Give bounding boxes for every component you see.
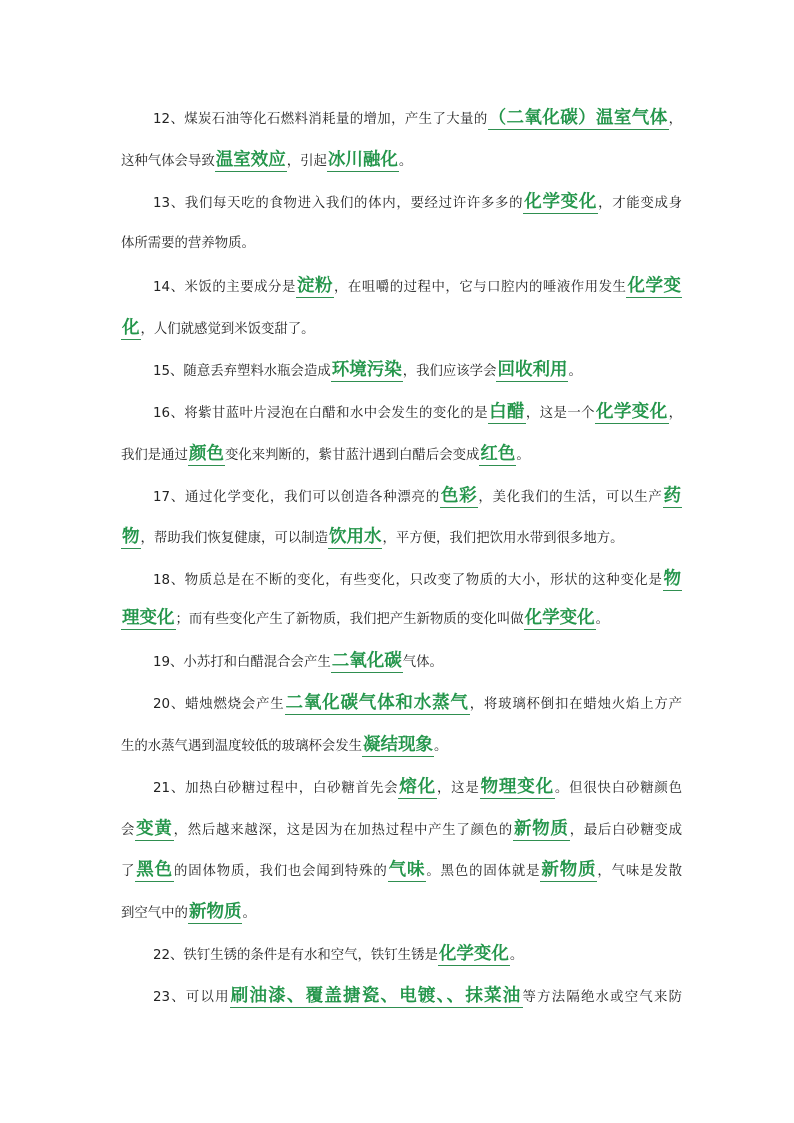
answer-text: 饮用水 <box>328 527 382 547</box>
answer-text: 二氧化碳 <box>331 651 402 671</box>
answer-text: 淀粉 <box>296 276 333 296</box>
body-text: ，这是 <box>436 781 480 796</box>
text-line <box>121 229 682 259</box>
body-text: 17、通过化学变化，我们可以创造各种漂亮的 <box>153 490 440 505</box>
body-text: 13、我们每天吃的食物进入我们的体内，要经过许许多多的 <box>153 196 524 211</box>
answer-text: 颜色 <box>188 444 224 464</box>
body-text: 变化来判断的，紫甘蓝汁遇到白醋后会变成 <box>224 448 480 463</box>
text-line <box>153 187 682 217</box>
body-text: 。 <box>509 948 524 963</box>
text-line <box>121 522 682 552</box>
answer-text: 化学变化 <box>524 192 598 212</box>
text-line <box>153 564 682 594</box>
text-line <box>121 730 682 760</box>
text-line <box>153 688 682 718</box>
answer-text: 物理变化 <box>480 777 554 797</box>
answer-text: 温室效应 <box>215 150 286 170</box>
body-text: ，人们就感觉到米饭变甜了。 <box>140 322 315 337</box>
answer-text: 新物质 <box>188 902 242 922</box>
body-text: ，在咀嚼的过程中，它与口腔内的唾液作用发生 <box>334 280 627 295</box>
answer-text: 凝结现象 <box>363 735 434 755</box>
body-text: 19、小苏打和白醋混合会产生 <box>153 655 331 670</box>
answer-text: 化学变化 <box>438 944 509 964</box>
body-text: ，美化我们的生活，可以生产 <box>478 490 663 505</box>
body-text: 了 <box>121 864 136 879</box>
text-line <box>121 814 682 844</box>
text-line <box>153 939 682 969</box>
text-line <box>121 897 682 927</box>
answer-text: 黑色 <box>136 860 173 880</box>
body-text: 会 <box>121 823 136 838</box>
body-text: 等方法隔绝水或空气来防 <box>522 990 683 1005</box>
text-line <box>153 646 682 676</box>
body-text: ，平方便，我们把饮用水带到很多地方。 <box>382 531 624 546</box>
body-text: ， <box>668 112 682 127</box>
body-text: 生的水蒸气遇到温度较低的玻璃杯会发生 <box>121 739 363 754</box>
body-text: 我们是通过 <box>121 448 188 463</box>
text-line <box>153 397 682 427</box>
answer-text: 红色 <box>480 444 516 464</box>
answer-text: 化 <box>122 318 140 338</box>
body-text: 12、煤炭石油等化石燃料消耗量的增加，产生了大量的 <box>153 112 488 127</box>
text-line <box>153 103 682 133</box>
text-line <box>121 313 682 343</box>
body-text: 15、随意丢弃塑料水瓶会造成 <box>153 364 331 379</box>
answer-text: （二氧化碳）温室气体 <box>488 108 668 128</box>
answer-text: 化学变化 <box>524 608 595 628</box>
answer-text: 二氧化碳气体和水蒸气 <box>285 693 469 713</box>
answer-text: 化学变 <box>627 276 682 296</box>
answer-text: 冰川融化 <box>327 150 398 170</box>
text-line <box>153 481 682 511</box>
text-line <box>153 271 682 301</box>
answer-text: 物 <box>122 527 140 547</box>
answer-text: 环境污染 <box>331 360 402 380</box>
body-text: ，这是一个 <box>525 406 595 421</box>
answer-text: 变黄 <box>136 819 173 839</box>
answer-text: 理变化 <box>122 608 175 628</box>
text-line <box>121 603 682 633</box>
text-line <box>121 855 682 885</box>
body-text: 23、可以用 <box>153 990 230 1005</box>
answer-text: 化学变化 <box>595 402 668 422</box>
body-text: ，我们应该学会 <box>402 364 497 379</box>
body-text: ，最后白砂糖变成 <box>569 823 683 838</box>
body-text: 18、物质总是在不断的变化，有些变化，只改变了物质的大小，形状的这种变化是 <box>153 573 663 588</box>
text-line <box>121 145 682 175</box>
body-text: 。 <box>434 739 448 754</box>
body-text: 22、铁钉生锈的条件是有水和空气，铁钉生锈是 <box>153 948 438 963</box>
body-text: 。但很快白砂糖颜色 <box>554 781 683 796</box>
answer-text: 物 <box>663 569 681 589</box>
body-text: 20、蜡烛燃烧会产生 <box>153 697 285 712</box>
answer-text: 白醋 <box>489 402 525 422</box>
body-text: ，引起 <box>286 154 327 169</box>
body-text: 这种气体会导致 <box>121 154 215 169</box>
body-text: ，帮助我们恢复健康，可以制造 <box>140 531 328 546</box>
text-line <box>153 772 682 802</box>
answer-text: 色彩 <box>440 486 478 506</box>
body-text: ，气味是发散 <box>597 864 683 879</box>
body-text: 。 <box>568 364 582 379</box>
body-text: 16、将紫甘蓝叶片浸泡在白醋和水中会发生的变化的是 <box>153 406 489 421</box>
body-text: 。 <box>242 906 256 921</box>
body-text: ，将玻璃杯倒扣在蜡烛火焰上方产 <box>469 697 683 712</box>
body-text: 。 <box>595 612 610 627</box>
body-text: ；而有些变化产生了新物质，我们把产生新物质的变化叫做 <box>175 612 524 627</box>
body-text: 。黑色的固体就是 <box>426 864 541 879</box>
body-text: ，然后越来越深，这是因为在加热过程中产生了颜色的 <box>173 823 513 838</box>
text-line <box>153 355 682 385</box>
answer-text: 药 <box>663 486 682 506</box>
body-text: 气体。 <box>402 655 443 670</box>
answer-text: 气味 <box>388 860 426 880</box>
body-text: ，才能变成身 <box>598 196 683 211</box>
body-text: 。 <box>398 154 413 169</box>
answer-text: 刷油漆、覆盖搪瓷、电镀、、抹菜油 <box>230 986 522 1006</box>
body-text: 的固体物质，我们也会闻到特殊的 <box>173 864 388 879</box>
text-line <box>121 439 682 469</box>
body-text: 。 <box>516 448 530 463</box>
body-text: ， <box>668 406 683 421</box>
body-text: 到空气中的 <box>121 906 188 921</box>
body-text: 体所需要的营养物质。 <box>121 236 255 251</box>
answer-text: 熔化 <box>399 777 436 797</box>
text-line <box>153 981 682 1011</box>
body-text: 21、加热白砂糖过程中，白砂糖首先会 <box>153 781 399 796</box>
answer-text: 回收利用 <box>497 360 568 380</box>
body-text: 14、米饭的主要成分是 <box>153 280 296 295</box>
answer-text: 新物质 <box>513 819 569 839</box>
answer-text: 新物质 <box>541 860 597 880</box>
